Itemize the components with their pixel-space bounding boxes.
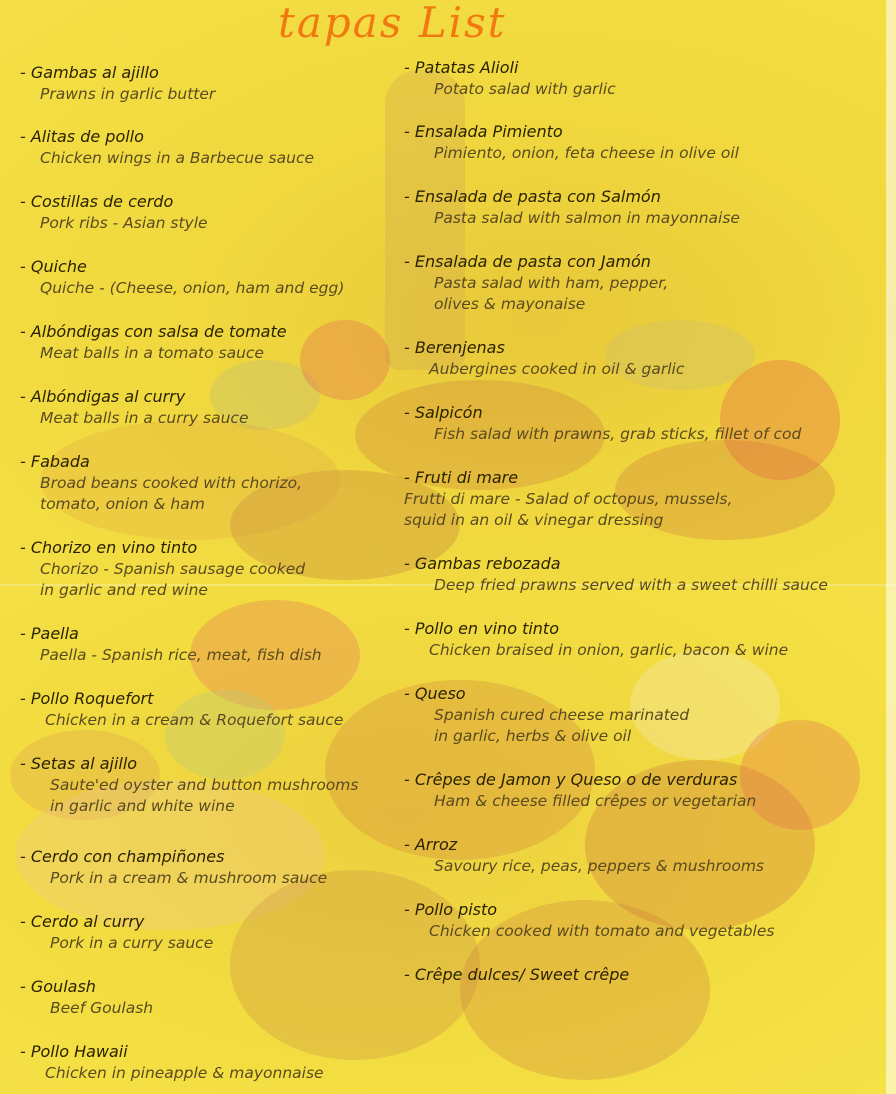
dish-description: Pork in a cream & mushroom sauce [50,869,328,887]
flower-image [740,720,860,830]
menu-item-left [20,688,343,731]
menu-item-left [20,321,287,364]
dish-name: - Fabada [20,452,90,471]
menu-item-left [20,911,213,954]
dish-description: Prawns in garlic butter [40,85,216,103]
dish-name: - Berenjenas [404,338,505,357]
dish-name: - Albóndigas al curry [20,387,186,406]
menu-item-left [20,191,208,234]
menu-item-left [20,976,153,1019]
dish-description: Chorizo - Spanish sausage cooked [40,560,306,578]
dish-description: Meat balls in a tomato sauce [40,344,264,362]
dish-description: Beef Goulash [50,999,154,1017]
dish-name: - Crêpe dulces/ Sweet crêpe [404,965,630,984]
dish-description: squid in an oil & vinegar dressing [404,511,664,529]
dish-name: - Fruti di mare [404,468,519,487]
dish-description: Fish salad with prawns, grab sticks, fillet of cod [434,425,802,443]
menu-item-right [404,186,740,229]
dish-name: - Quiche [20,257,87,276]
dish-description: in garlic, herbs & olive oil [434,727,632,745]
menu-item-right [404,964,629,986]
menu-item-left [20,126,314,169]
dish-name: - Salpicón [404,403,483,422]
dish-description: Ham & cheese filled crêpes or vegetarian [434,792,757,810]
dish-name: - Pollo Hawaii [20,1042,128,1061]
dish-name: - Gambas al ajillo [20,63,159,82]
dish-description: in garlic and red wine [40,581,208,599]
dish-description: Paella - Spanish rice, meat, fish dish [40,646,322,664]
menu-item-right [404,57,616,100]
dish-name: - Cerdo con champiñones [20,847,225,866]
page-edge [886,0,896,1094]
dish-name: - Alitas de pollo [20,127,144,146]
dish-description: Spanish cured cheese marinated [434,706,690,724]
menu-item-right [404,121,739,164]
dish-description: Pimiento, onion, feta cheese in olive oil [434,144,739,162]
menu-item-left [20,1041,324,1084]
dish-description: Potato salad with garlic [434,80,616,98]
dish-description: tomato, onion & ham [40,495,205,513]
dish-description: Quiche - (Cheese, onion, ham and egg) [40,279,345,297]
dish-name: - Pollo pisto [404,900,498,919]
menu-item-left [20,62,215,105]
menu-item-left [20,846,327,889]
menu-item-left [20,537,305,601]
dish-description: Pasta salad with ham, pepper, [434,274,669,292]
dish-description: in garlic and white wine [50,797,235,815]
dish-name: - Ensalada de pasta con Jamón [404,252,651,271]
menu-item-left [20,451,302,515]
dish-description: Deep fried prawns served with a sweet chilli sauce [434,576,828,594]
menu-item-right [404,402,801,445]
menu-item-left [20,256,344,299]
dish-description: Savoury rice, peas, peppers & mushrooms [434,857,764,875]
dish-name: - Ensalada Pimiento [404,122,563,141]
menu-item-right [404,899,774,942]
menu-item-right [404,769,756,812]
dish-name: - Costillas de cerdo [20,192,174,211]
dish-description: Meat balls in a curry sauce [40,409,249,427]
dish-name: - Queso [404,684,466,703]
dish-description: Chicken in a cream & Roquefort sauce [45,711,344,729]
dish-name: - Crêpes de Jamon y Queso o de verduras [404,770,738,789]
dish-name: - Setas al ajillo [20,754,138,773]
dish-name: - Ensalada de pasta con Salmón [404,187,661,206]
flower-image [300,320,390,400]
dish-description: Chicken in pineapple & mayonnaise [45,1064,324,1082]
menu-item-right [404,337,684,380]
menu-item-right [404,467,732,531]
dish-description: Frutti di mare - Salad of octopus, mussels, [404,490,733,508]
menu-item-left [20,623,322,666]
menu-item-left [20,753,358,817]
menu-item-right [404,618,788,661]
dish-name: - Patatas Alioli [404,58,519,77]
dish-name: - Albóndigas con salsa de tomate [20,322,287,341]
dish-description: Pasta salad with salmon in mayonnaise [434,209,740,227]
dish-name: - Arroz [404,835,458,854]
dish-description: Pork ribs - Asian style [40,214,208,232]
dish-description: Chicken braised in onion, garlic, bacon & wine [429,641,789,659]
dish-name: - Paella [20,624,79,643]
dish-description: Aubergines cooked in oil & garlic [429,360,685,378]
menu-item-right [404,683,689,747]
menu-item-right [404,553,828,596]
dish-description: Chicken cooked with tomato and vegetables [429,922,775,940]
dish-name: - Pollo Roquefort [20,689,154,708]
dish-name: - Chorizo en vino tinto [20,538,198,557]
dish-name: - Cerdo al curry [20,912,145,931]
menu-item-right [404,834,764,877]
menu-item-right [404,251,668,315]
dish-description: olives & mayonaise [434,295,586,313]
dish-description: Broad beans cooked with chorizo, [40,474,303,492]
dish-description: Saute'ed oyster and button mushrooms [50,776,359,794]
menu-item-left [20,386,249,429]
dish-name: - Gambas rebozada [404,554,561,573]
dish-description: Chicken wings in a Barbecue sauce [40,149,315,167]
dish-name: - Goulash [20,977,96,996]
menu-title: tapas List [278,0,507,47]
dish-name: - Pollo en vino tinto [404,619,559,638]
dish-description: Pork in a curry sauce [50,934,214,952]
